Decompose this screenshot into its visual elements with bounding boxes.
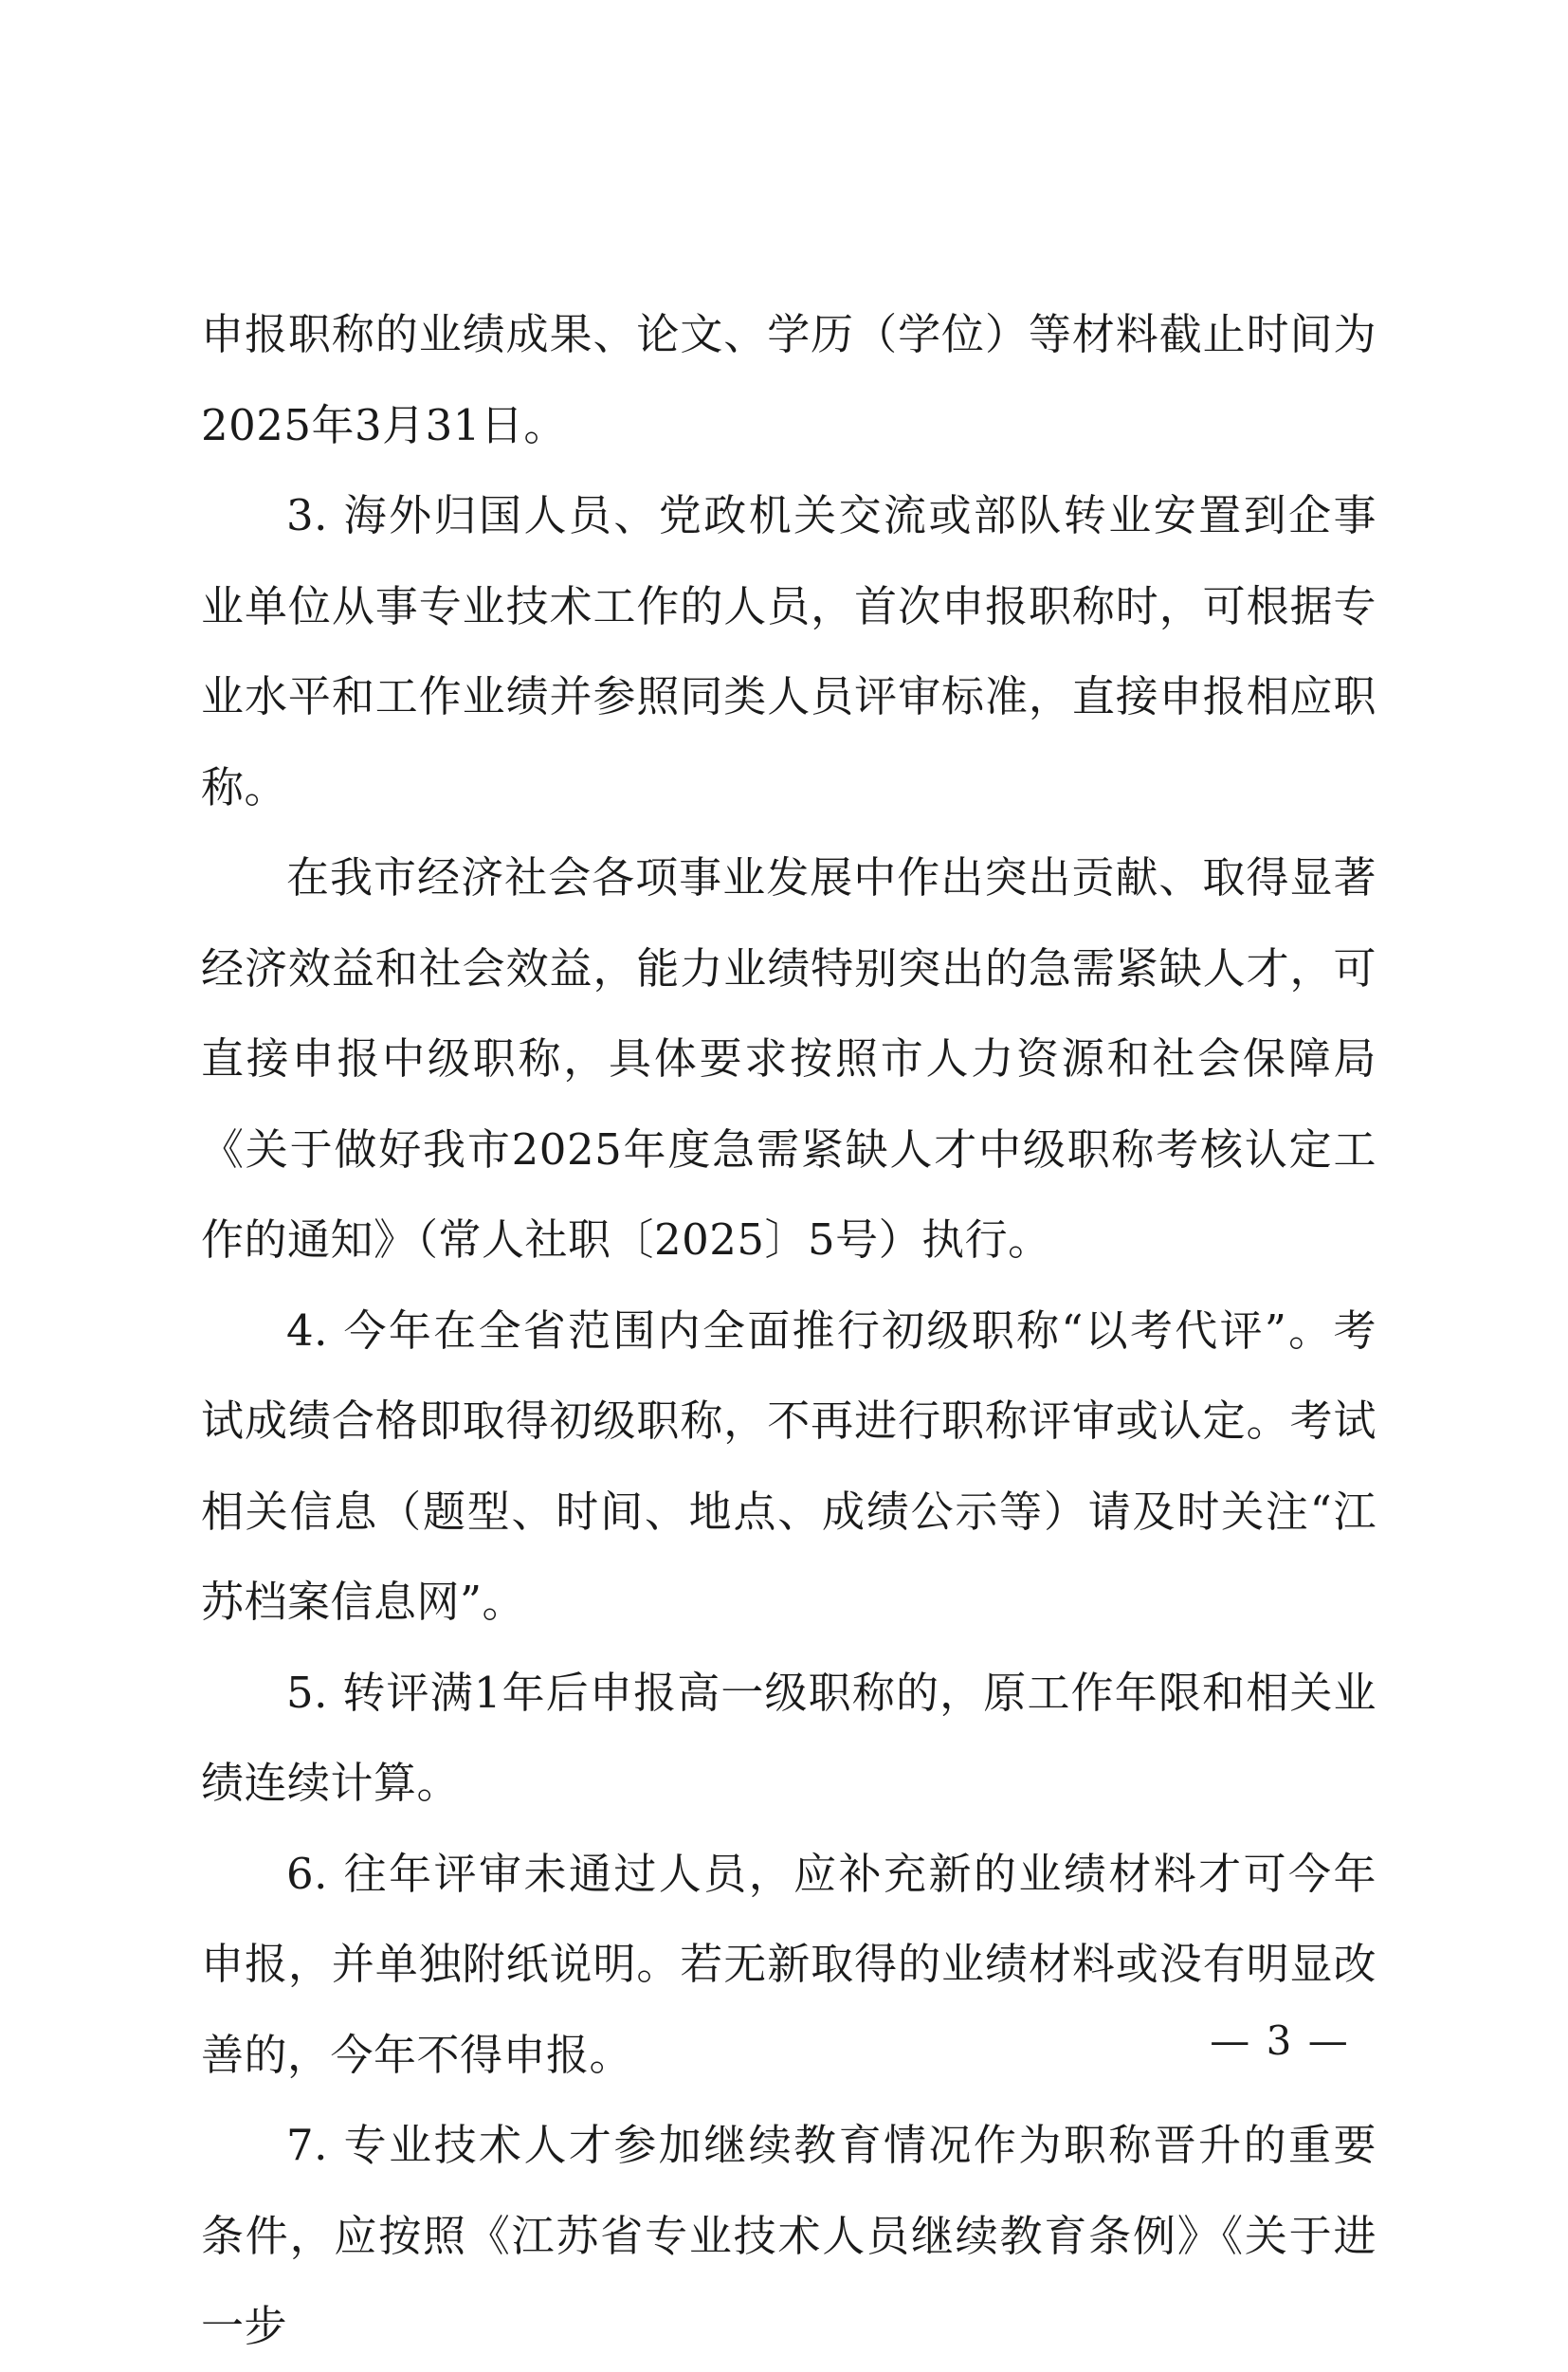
paragraph-item-3: 3. 海外归国人员、党政机关交流或部队转业安置到企事业单位从事专业技术工作的人员，首次申报职称时，可根据专业水平和工作业绩并参照同类人员评审标准，直接申报相应职称。 xyxy=(201,490,1377,812)
paragraph-deadline: 申报职称的业绩成果、论文、学历（学位）等材料截止时间为2025年3月31日。 xyxy=(201,309,1377,450)
paragraph-urgent-talent: 在我市经济社会各项事业发展中作出突出贡献、取得显著经济效益和社会效益，能力业绩特别突出的急需紧缺人才，可直接申报中级职称，具体要求按照市人力资源和社会保障局《关于做好我市2025年度急需紧缺人才中级职称考核认定工作的通知》（常人社职〔2025〕5号）执行。 xyxy=(201,852,1377,1265)
page-number: — 3 — xyxy=(1210,2017,1350,2064)
document-body xyxy=(201,289,1377,2372)
paragraph-item-6: 6. 往年评审未通过人员，应补充新的业绩材料才可今年申报，并单独附纸说明。若无新取得的业绩材料或没有明显改善的，今年不得申报。 xyxy=(201,1848,1377,2080)
paragraph-item-7: 7. 专业技术人才参加继续教育情况作为职称晋升的重要条件，应按照《江苏省专业技术人员继续教育条例》《关于进一步 xyxy=(201,2120,1377,2351)
paragraph-item-4: 4. 今年在全省范围内全面推行初级职称“以考代评”。考试成绩合格即取得初级职称，不再进行职称评审或认定。考试相关信息（题型、时间、地点、成绩公示等）请及时关注“江苏档案信息网”。 xyxy=(201,1305,1377,1627)
paragraph-item-5: 5. 转评满1年后申报高一级职称的，原工作年限和相关业绩连续计算。 xyxy=(201,1667,1377,1808)
